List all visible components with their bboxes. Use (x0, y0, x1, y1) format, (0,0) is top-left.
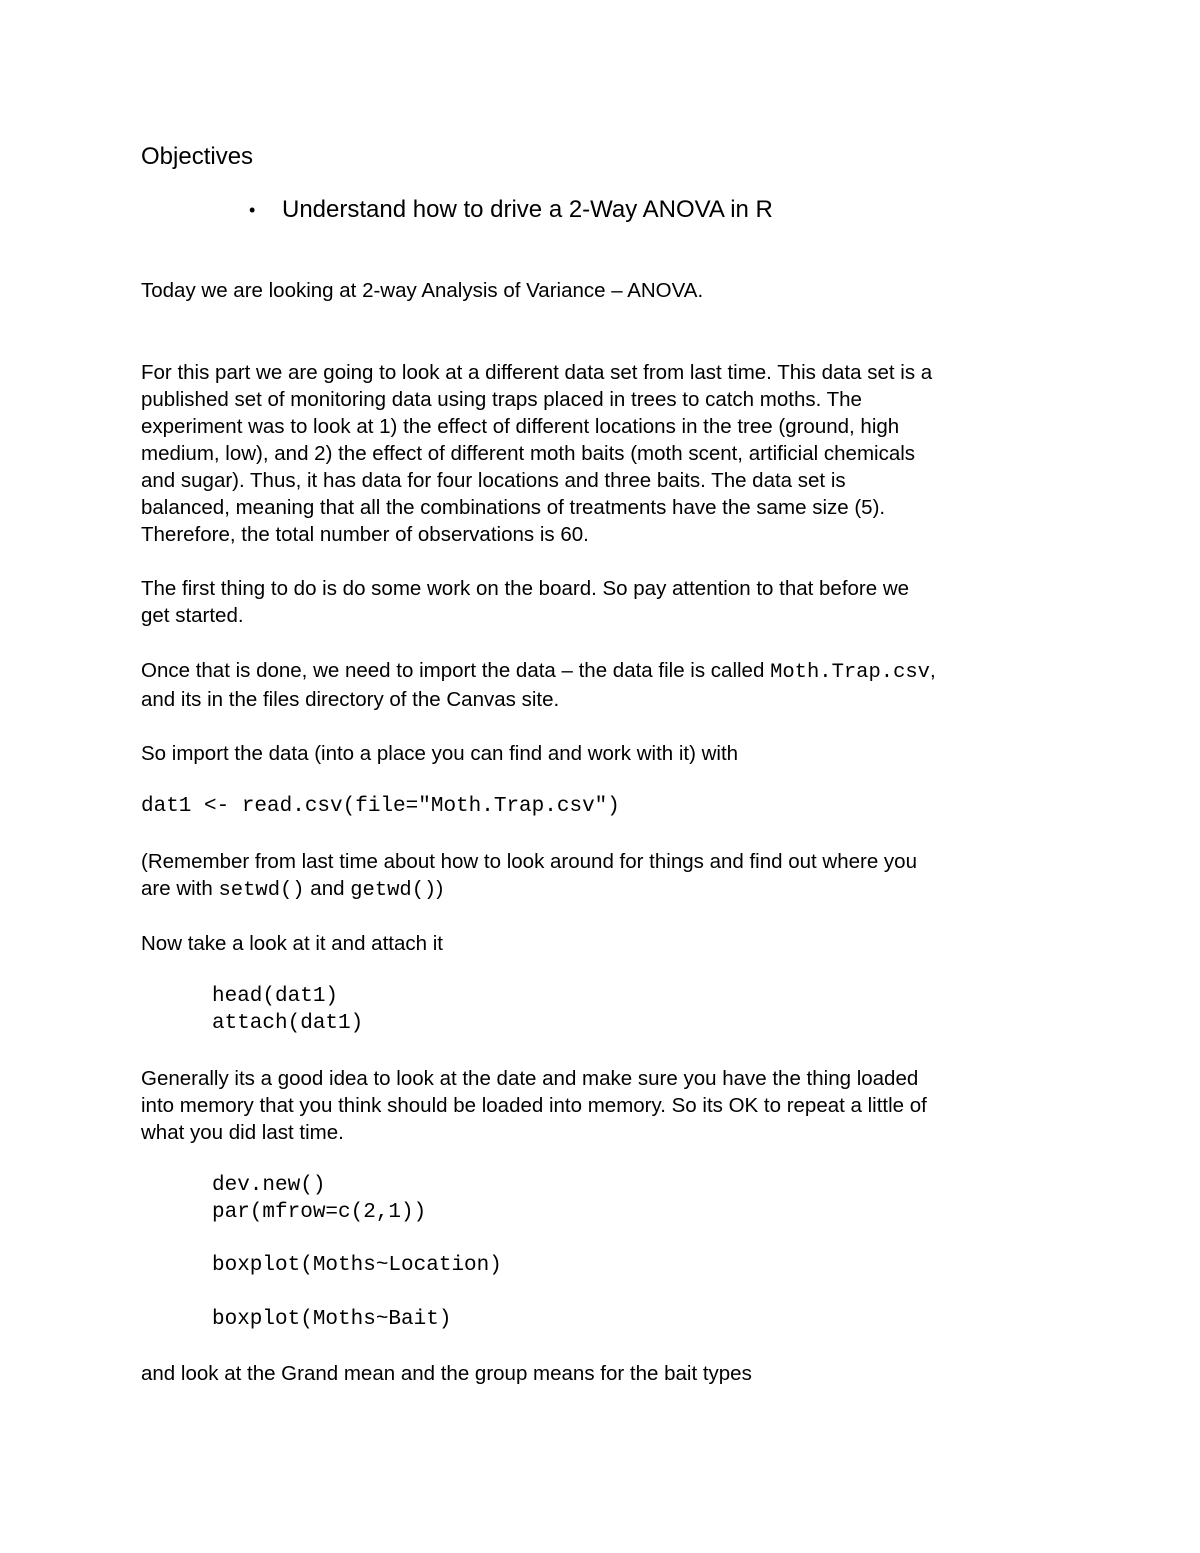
text-line: published set of monitoring data using traps placed in trees to catch moths. The (141, 388, 862, 411)
text-fragment: are with (141, 877, 219, 900)
text-line: Generally its a good idea to look at the date and make sure you have the thing loaded (141, 1067, 919, 1090)
code-line: dev.new() (212, 1174, 326, 1197)
objective-bullet-item (249, 195, 773, 225)
text-line: get started. (141, 604, 244, 627)
text-line: balanced, meaning that all the combinations of treatments have the same size (5). (141, 496, 886, 519)
inline-code-setwd: setwd() (218, 879, 305, 902)
code-dev-par (212, 1172, 426, 1226)
text-fragment: ) (436, 877, 444, 900)
code-line: par(mfrow=c(2,1)) (212, 1201, 427, 1224)
memory-check-paragraph (141, 1065, 1071, 1146)
code-line: boxplot(Moths~Bait) (212, 1308, 452, 1331)
code-line: dat1 <- read.csv(file="Moth.Trap.csv") (141, 795, 620, 818)
text-line: Therefore, the total number of observations is 60. (141, 523, 589, 546)
intro-paragraph: Today we are looking at 2-way Analysis of Variance – ANOVA. (141, 279, 704, 302)
text-line: and sugar). Thus, it has data for four locations and three baits. The data set is (141, 469, 846, 492)
code-boxplot-bait (212, 1306, 451, 1333)
reminder-paragraph (141, 848, 1071, 904)
import-data-paragraph (141, 657, 1071, 713)
text-line: what you did last time. (141, 1121, 344, 1144)
board-work-paragraph (141, 575, 1071, 629)
text-fragment: , (930, 659, 936, 682)
text-line: experiment was to look at 1) the effect of different locations in the tree (ground, high (141, 415, 900, 438)
text-line (141, 657, 1071, 686)
text-line: into memory that you think should be loaded into memory. So its OK to repeat a little of (141, 1094, 927, 1117)
text-line: medium, low), and 2) the effect of different moth baits (moth scent, artificial chemicals (141, 442, 916, 465)
text-line: (Remember from last time about how to look around for things and find out where you (141, 850, 917, 873)
dataset-description-paragraph (141, 359, 1071, 548)
text-line: and its in the files directory of the Canvas site. (141, 688, 560, 711)
text-fragment: and (304, 877, 351, 900)
inline-code-getwd: getwd() (350, 879, 437, 902)
code-line: attach(dat1) (212, 1012, 364, 1035)
attach-instruction-paragraph: Now take a look at it and attach it (141, 932, 443, 955)
objective-text: Understand how to drive a 2-Way ANOVA in R (282, 196, 773, 223)
inline-code-filename: Moth.Trap.csv (770, 661, 930, 684)
text-line: The first thing to do is do some work on the board. So pay attention to that before we (141, 577, 910, 600)
import-instruction-paragraph: So import the data (into a place you can find and work with it) with (141, 742, 739, 765)
section-heading: Objectives (141, 143, 254, 170)
code-boxplot-location (212, 1252, 502, 1279)
code-line: head(dat1) (212, 985, 339, 1008)
text-line (141, 875, 1071, 904)
text-line: For this part we are going to look at a different data set from last time. This data set is a (141, 361, 933, 384)
code-head-attach (212, 983, 363, 1037)
code-line: boxplot(Moths~Location) (212, 1254, 502, 1277)
grand-mean-paragraph: and look at the Grand mean and the group means for the bait types (141, 1362, 752, 1385)
text-fragment: Once that is done, we need to import the data – the data file is called (141, 659, 771, 682)
bullet-dot-icon: • (249, 200, 256, 220)
code-read-csv (141, 793, 620, 820)
